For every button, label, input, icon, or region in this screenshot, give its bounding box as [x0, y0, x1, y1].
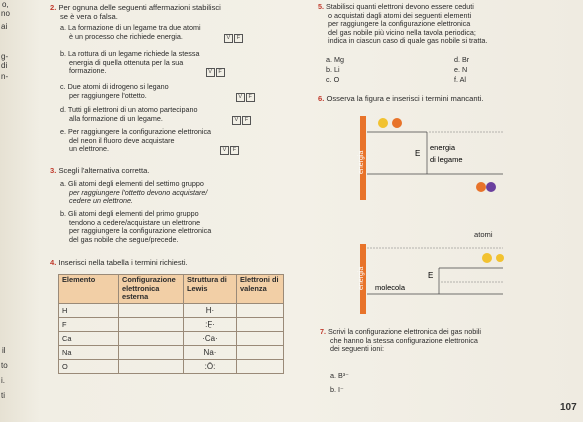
element-cell: O — [59, 359, 119, 373]
false-box[interactable]: F — [234, 34, 243, 43]
lewis-cell: :Ö: — [184, 359, 237, 373]
energy-diagram-2 — [355, 238, 505, 318]
q3-text: per raggiungere la configurazione elettronica — [69, 226, 212, 236]
q2-instruction-2: se è vera o falsa. — [60, 12, 118, 21]
page-number: 107 — [560, 402, 577, 413]
margin-letter: no — [1, 9, 10, 18]
false-box[interactable]: F — [216, 68, 225, 77]
q2-item-text: è un processo che richiede energia. — [69, 31, 183, 41]
margin-letter: g- — [1, 52, 9, 61]
table-header: Elettroni di valenza — [237, 275, 284, 304]
margin-letter: n- — [1, 72, 9, 81]
q2-item-text: alla formazione di un legame. — [69, 113, 163, 123]
atom-circle — [392, 118, 402, 128]
energy-symbol: E — [415, 149, 421, 158]
lewis-cell: ·Ca· — [184, 331, 237, 345]
q2-item-text: energia di quella ottenuta per la sua — [69, 57, 184, 67]
table-header: Struttura di Lewis — [184, 275, 237, 304]
q2-item-text: a. La formazione di un legame tra due atomi — [60, 23, 201, 32]
molecule-label: molecola — [375, 283, 406, 292]
atom-circle — [482, 253, 492, 263]
q2-instruction: Per ognuna delle seguenti affermazioni stabilisci — [58, 3, 221, 12]
true-false-boxes[interactable] — [223, 33, 243, 43]
config-cell[interactable] — [119, 303, 184, 317]
table-row — [59, 331, 284, 345]
valence-cell[interactable] — [237, 303, 284, 317]
margin-letter: i. — [1, 376, 5, 385]
lewis-table — [58, 274, 284, 374]
q7-text: Scrivi la configurazione elettronica dei gas nobili — [328, 327, 482, 336]
q6-number: 6. — [318, 94, 325, 103]
q5-item: d. Br — [454, 55, 470, 64]
q5-item: a. Mg — [326, 55, 344, 64]
false-box[interactable]: F — [242, 116, 251, 125]
q2-item-text: b. La rottura di un legame richiede la stessa — [60, 49, 200, 58]
q2-item-b — [60, 50, 300, 77]
q5-number: 5. — [318, 2, 324, 11]
true-box[interactable]: V — [224, 34, 233, 43]
margin-letter: di — [1, 61, 8, 70]
margin-letter: ai — [1, 22, 8, 31]
table-header: Configurazione elettronica esterna — [119, 275, 184, 304]
valence-cell[interactable] — [237, 331, 284, 345]
energy-diagram-1 — [355, 112, 505, 202]
q7-item: a. B³⁻ — [330, 371, 349, 380]
q2-item-text: c. Due atomi di idrogeno si legano — [60, 82, 169, 91]
q3-number: 3. — [50, 166, 57, 175]
atoms-label: atomi — [474, 230, 493, 239]
config-cell[interactable] — [119, 345, 184, 359]
energy-label: di legame — [430, 155, 463, 164]
q5-text: o acquistati dagli atomi dei seguenti elementi — [328, 10, 472, 20]
q2-item-d — [60, 106, 300, 125]
atom-circle — [378, 118, 388, 128]
margin-letter: il — [2, 346, 6, 355]
q2-item-text: un elettrone. — [69, 144, 109, 154]
valence-cell[interactable] — [237, 345, 284, 359]
q3-header — [50, 166, 310, 175]
q5-item: b. Li — [326, 65, 340, 74]
lewis-cell: Na· — [184, 345, 237, 359]
q7-item: b. I⁻ — [330, 385, 344, 394]
q2-item-a — [60, 24, 300, 43]
q6-header — [318, 94, 580, 103]
false-box[interactable]: F — [246, 93, 255, 102]
q5-block — [318, 3, 580, 46]
q4-number: 4. — [50, 258, 57, 267]
config-cell[interactable] — [119, 331, 184, 345]
q5-text: indica in ciascun caso di quale gas nobile si tratta. — [328, 36, 488, 46]
q3-item-b — [60, 210, 310, 244]
false-box[interactable]: F — [230, 146, 239, 155]
energy-axis-label: energia — [358, 150, 365, 174]
q3-text: tendono a cedere/acquistare un elettrone — [69, 217, 201, 227]
true-false-boxes[interactable] — [219, 145, 239, 155]
true-false-boxes[interactable] — [231, 115, 251, 125]
q3-text: del gas nobile che segue/precede. — [69, 234, 179, 244]
true-box[interactable]: V — [206, 68, 215, 77]
true-box[interactable]: V — [236, 93, 245, 102]
q4-instruction: Inserisci nella tabella i termini richiesti. — [58, 258, 188, 267]
table-header: Elemento — [59, 275, 119, 304]
q2-item-text: formazione. — [69, 66, 107, 76]
q2-item-e — [60, 128, 300, 155]
q6-instruction: Osserva la figura e inserisci i termini mancanti. — [326, 94, 484, 103]
energy-symbol: E — [428, 271, 434, 280]
lewis-cell: H· — [184, 303, 237, 317]
table-row — [59, 303, 284, 317]
q5-item: e. N — [454, 65, 468, 74]
q3-instruction: Scegli l'alternativa corretta. — [58, 166, 150, 175]
q7-text: dei seguenti ioni: — [330, 344, 384, 354]
element-cell: Ca — [59, 331, 119, 345]
valence-cell[interactable] — [237, 317, 284, 331]
q5-text: per raggiungere la configurazione elettronica — [328, 19, 471, 29]
q2-item-text: e. Per raggiungere la configurazione elettronica — [60, 127, 212, 136]
q3-text: a. Gli atomi degli elementi del settimo gruppo — [60, 179, 204, 188]
q2-item-text: d. Tutti gli elettroni di un atomo partecipano — [60, 105, 198, 114]
true-box[interactable]: V — [220, 146, 229, 155]
q3-text: per raggiungere l'ottetto devono acquistare/ — [69, 187, 208, 197]
energy-label: energia — [430, 143, 456, 152]
element-cell: H — [59, 303, 119, 317]
q4-header — [50, 258, 310, 267]
atom-circle — [486, 182, 496, 192]
energy-axis-label: energia — [358, 266, 365, 290]
true-false-boxes[interactable] — [205, 67, 225, 77]
q5-text: del gas nobile più vicino nella tavola periodica; — [328, 27, 476, 37]
q2-block — [50, 3, 320, 21]
q7-text: che hanno la stessa configurazione elettronica — [330, 335, 478, 345]
table-row — [59, 359, 284, 373]
element-cell: Na — [59, 345, 119, 359]
q2-item-text: per raggiungere l'ottetto. — [69, 90, 147, 100]
q2-item-c — [60, 83, 300, 102]
q2-number: 2. — [50, 3, 57, 12]
q3-text: cedere un elettrone. — [69, 196, 133, 206]
config-cell[interactable] — [119, 359, 184, 373]
margin-letter: ti — [1, 391, 5, 400]
element-cell: F — [59, 317, 119, 331]
config-cell[interactable] — [119, 317, 184, 331]
q3-text: b. Gli atomi degli elementi del primo gruppo — [60, 209, 199, 218]
q3-item-a — [60, 180, 310, 206]
valence-cell[interactable] — [237, 359, 284, 373]
true-box[interactable]: V — [232, 116, 241, 125]
q5-item: c. O — [326, 75, 340, 84]
atom-circle — [496, 254, 504, 262]
true-false-boxes[interactable] — [235, 92, 255, 102]
table-row — [59, 317, 284, 331]
q7-block — [320, 328, 582, 354]
q7-number: 7. — [320, 327, 326, 336]
table-row — [59, 345, 284, 359]
lewis-cell: :F̤· — [184, 317, 237, 331]
q2-item-text: del neon il fluoro deve acquistare — [69, 135, 175, 145]
q5-item: f. Al — [454, 75, 466, 84]
margin-letter: to — [1, 361, 8, 370]
q5-text: Stabilisci quanti elettroni devono essere ceduti — [326, 2, 474, 11]
atom-circle — [476, 182, 486, 192]
margin-fragment: o, — [2, 0, 9, 9]
